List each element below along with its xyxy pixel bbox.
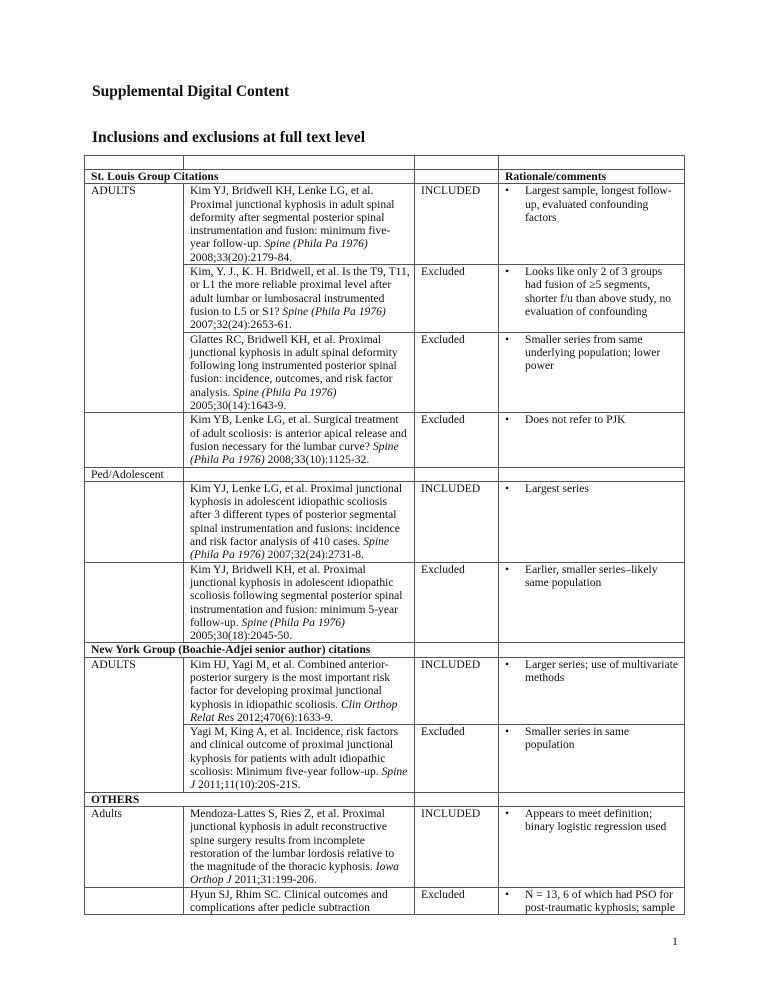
group-label [85,887,184,915]
citation-text: Kim HJ, Yagi M, et al. Combined anterior-posterior surgery is the most important risk factor for developing proximal junctional kyphosis in idiopathic scoliosis. [190,657,391,711]
journal-name: Iowa Orthop J [190,860,399,887]
table-blank-header-row [85,156,685,170]
status-cell: Excluded [415,562,499,643]
table-row [85,184,685,265]
table-cell [415,156,499,170]
journal-name: Spine (Phila Pa 1976) [241,615,345,629]
rationale-cell [499,887,685,915]
rationale-bullet: • N = 13, 6 of which had PSO for post-traumatic kyphosis; sample [505,888,680,915]
citation [184,657,415,724]
subgroup-label-row [85,467,685,481]
journal-name: Spine (Phila Pa 1976) [233,385,337,399]
page-number: 1 [672,934,678,948]
table-row [85,657,685,724]
table-cell [184,467,415,481]
section-header-row [85,170,685,184]
citation [184,481,415,562]
status-cell: Excluded [415,265,499,332]
group-label: ADULTS [85,657,184,792]
citation [184,806,415,887]
table-cell [184,156,415,170]
table-cell [499,643,685,657]
table-cell [415,643,499,657]
table-row [85,413,685,467]
rationale-cell [499,725,685,792]
rationale-cell [499,265,685,332]
citation-ref: 2008;33(10):1125-32. [264,453,370,467]
status-cell: INCLUDED [415,481,499,562]
journal-name: Spine (Phila Pa 1976) [264,237,368,251]
table-cell [85,562,184,643]
table-cell [85,481,184,562]
table-cell [415,170,499,184]
rationale-bullet: • Larger series; use of multivariate methods [505,658,680,685]
citation-text: Yagi M, King A, et al. Incidence, risk factors and clinical outcome of proximal junctional kyphosis for patients with adult idiopathic scoliosis: Minimum five-year follow-up. [190,725,399,779]
document-subtitle: Inclusions and exclusions at full text level [92,129,365,146]
citation-text: Glattes RC, Bridwell KH, et al. Proximal junctional kyphosis in adult spinal deformity following long instrumented posterior spinal fusion: incidence, outcomes, and risk factor analysis. [190,332,398,399]
citation-ref: 2011;11(10):20S-21S. [195,778,301,792]
citation-ref: 2012;470(6):1633-9. [234,710,334,724]
citation [184,332,415,413]
section-header-row [85,643,685,657]
table-cell [499,792,685,806]
citation [184,887,415,915]
citation [184,725,415,792]
journal-name: Spine (Phila Pa 1976) [190,439,399,467]
citation [184,562,415,643]
group-label [85,413,184,467]
rationale-cell [499,657,685,724]
citation-text: Mendoza-Lattes S, Ries Z, et al. Proximal junctional kyphosis in adult reconstructive spine surgery results from incomplete restoration of the lumbar lordosis relative to the magnitude of the thoracic kyphosis. [190,806,395,874]
table-row [85,481,685,562]
citation-text: Kim, Y. J., K. H. Bridwell, et al. Is the T9, T11, or L1 the more reliable proximal level after adult lumbar or lumbosacral instrumented fusion to L5 or S1? [190,265,410,318]
rationale-bullet: • Earlier, smaller series–likely same population [505,563,680,590]
status-cell: INCLUDED [415,657,499,724]
citation [184,184,415,265]
journal-name: Spine (Phila Pa 1976) [190,535,389,562]
section-title: New York Group (Boachie-Adjei senior author) citations [85,643,415,657]
section-header-row [85,792,685,806]
rationale-cell [499,413,685,467]
section-title: OTHERS [85,792,415,806]
citation [184,265,415,332]
status-cell: Excluded [415,887,499,915]
column-header-rationale: Rationale/comments [499,170,685,184]
citation-text: Kim YJ, Bridwell KH, et al. Proximal junctional kyphosis in adolescent idiopathic scoliosis following segmental posterior spinal instrumentation and fusion: minimum 5-year follow-up. [190,562,403,629]
table-cell [499,467,685,481]
table-cell [85,156,184,170]
status-cell: Excluded [415,725,499,792]
group-label: Ped/Adolescent [85,467,184,481]
table-row [85,562,685,643]
citation [184,413,415,467]
rationale-cell [499,481,685,562]
status-cell: Excluded [415,413,499,467]
rationale-bullet: • Does not refer to PJK [505,413,680,426]
journal-name: Spine J [190,765,408,792]
rationale-bullet: • Largest series [505,482,680,495]
table-row [85,806,685,887]
citation-text: Kim YJ, Bridwell KH, Lenke LG, et al. Proximal junctional kyphosis in adult spinal deformity after segmental posterior spinal instrumentation and fusion: minimum five-year follow-up. [190,184,395,251]
rationale-cell [499,806,685,887]
status-cell: INCLUDED [415,184,499,265]
rationale-bullet: • Looks like only 2 of 3 groups had fusion of ≥5 segments, shorter f/u than above study, no evaluation of confounding [505,265,680,318]
group-label: Adults [85,806,184,887]
section-title: St. Louis Group Citations [85,170,415,184]
table-row [85,887,685,915]
group-label: ADULTS [85,184,184,413]
citation-ref: 2005;30(14):1643-9. [190,399,287,413]
status-cell: INCLUDED [415,806,499,887]
document-title: Supplemental Digital Content [92,83,290,100]
status-cell: Excluded [415,332,499,413]
rationale-bullet: • Appears to meet definition; binary logistic regression used [505,807,680,834]
rationale-cell [499,184,685,265]
table-cell [499,156,685,170]
citation-ref: 2007;32(24):2731-8. [264,548,364,562]
citation-ref: 2005;30(18):2045-50. [190,629,293,643]
rationale-bullet: • Smaller series in same population [505,725,680,752]
citation-ref: 2011;31:199-206. [231,873,317,887]
citation-text: Kim YJ, Lenke LG, et al. Proximal junctional kyphosis in adolescent idiopathic scoliosis after 3 different types of posterior segmental spinal instrumentation and fusions: incidence and risk factor analysis of 410 cases. [190,481,403,549]
table-cell [415,792,499,806]
citation-ref: 2008;33(20):2179-84. [190,250,293,264]
journal-name: Clin Orthop Relat Res [190,697,398,724]
rationale-cell [499,562,685,643]
citation-text: Kim YB, Lenke LG, et al. Surgical treatment of adult scoliosis: is anterior apical release and fusion necessary for the lumbar curve? [190,413,407,453]
inclusions-exclusions-table [84,155,685,915]
citation-ref: 2007;32(24):2653-61. [190,318,293,332]
rationale-cell [499,332,685,413]
citation-text: Hyun SJ, Rhim SC. Clinical outcomes and complications after pedicle subtraction [190,887,388,915]
rationale-bullet: • Largest sample, longest follow-up, evaluated confounding factors [505,184,680,224]
table-cell [415,467,499,481]
journal-name: Spine (Phila Pa 1976) [282,304,386,318]
rationale-bullet: • Smaller series from same underlying population; lower power [505,333,680,373]
